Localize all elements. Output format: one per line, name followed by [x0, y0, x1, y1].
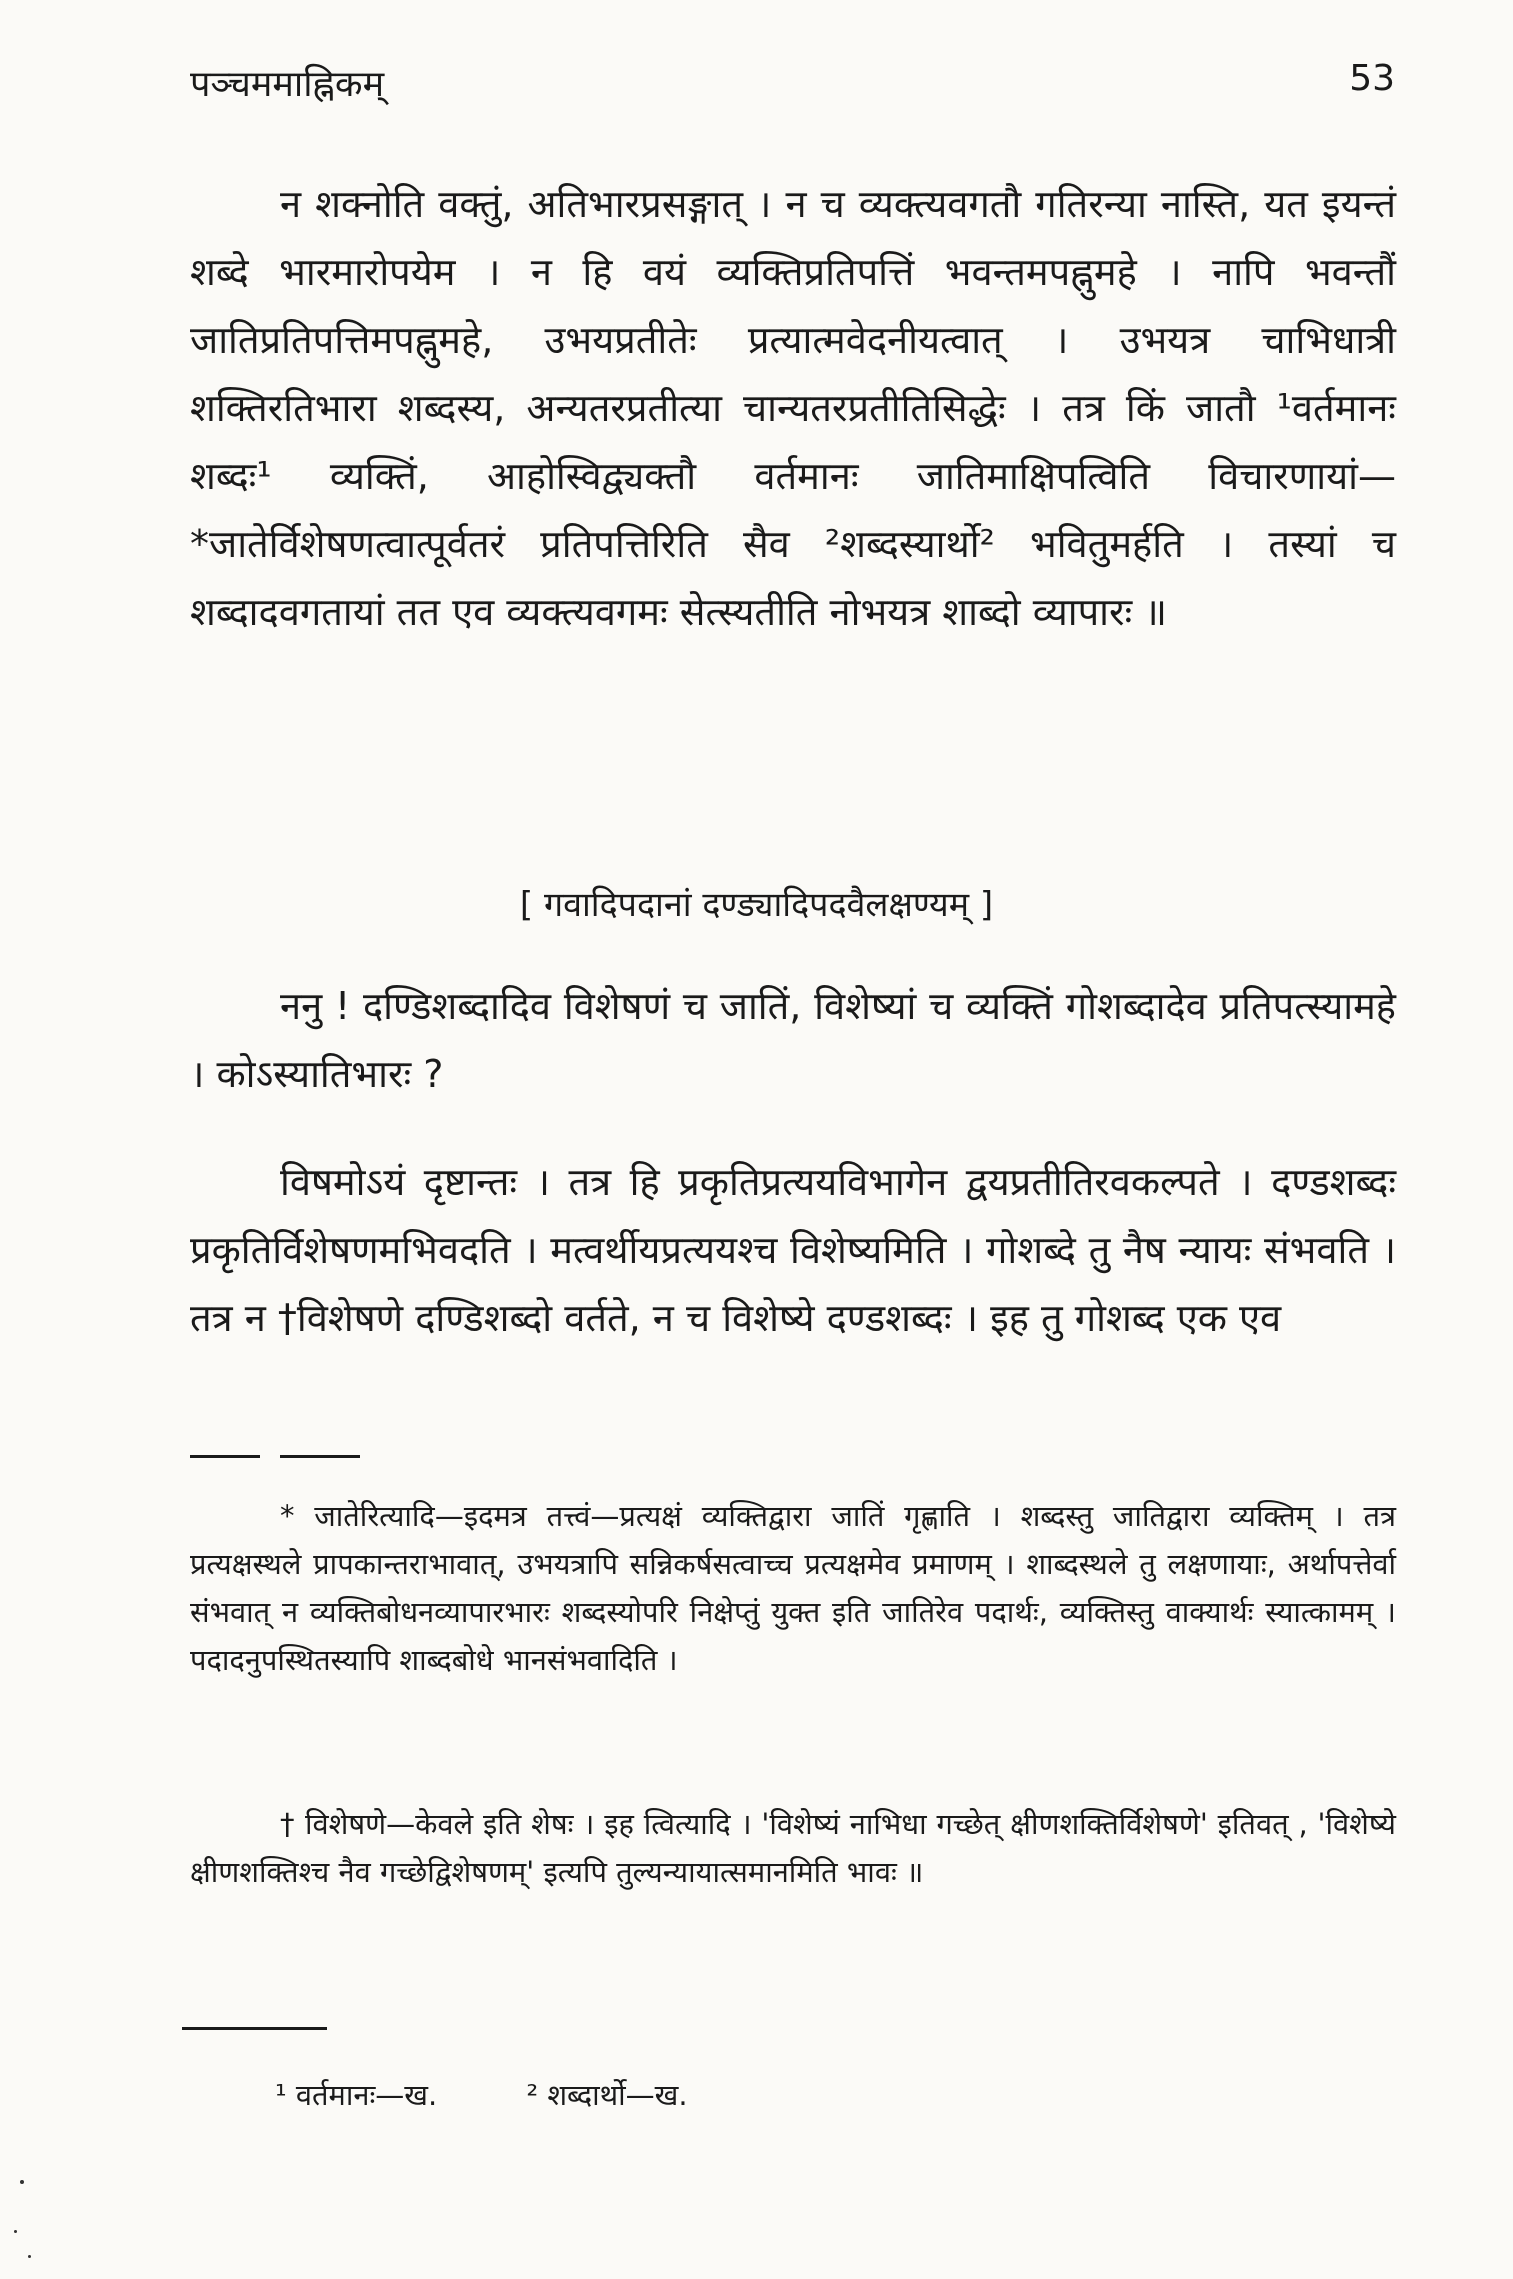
footnote-star: [190, 1492, 1396, 1684]
footnote-separator: [280, 1455, 360, 1458]
variant-reading-2: ² शब्दार्थो—ख.: [526, 2078, 688, 2112]
scan-speck: [28, 2255, 31, 2258]
variant-reading-1: ¹ वर्तमानः—ख.: [275, 2078, 438, 2112]
running-header-title: पञ्चममाह्निकम्: [190, 64, 385, 105]
section-heading: [ गवादिपदानां दण्ड्यादिपदवैलक्षण्यम् ]: [519, 885, 994, 925]
scan-speck: [14, 2230, 17, 2233]
footnote-separator: [190, 1455, 260, 1458]
footnote-dagger: [190, 1800, 1396, 1896]
paragraph-text: न शक्नोति वक्तुं, अतिभारप्रसङ्गात् । न च व्यक्त्यवगतौ गतिरन्या नास्ति, यत इयन्तं शब्दे भारमारोपयेम । न हि वयं व्यक्तिप्रतिपत्तिं भवन्तमपह्नुमहे । नापि भवन्तौं जातिप्रतिपत्तिमपह्नुमहे, उभयप्रतीतेः प्रत्यात्मवेदनीयत्वात् । उभयत्र चाभिधात्री शक्तिरतिभारा शब्दस्य, अन्यतरप्रतीत्या चान्यतरप्रतीतिसिद्धेः । तत्र किं जातौ ¹वर्तमानः शब्दः¹ व्यक्तिं, आहोस्विद्व्यक्तौ वर्तमानः जातिमाक्षिपत्विति विचारणायां—*जातेर्विशेषणत्वात्पूर्वतरं प्रतिपत्तिरिति सैव ²शब्दस्यार्थो² भवितुमर्हति । तस्यां च शब्दादवगतायां तत एव व्यक्त्यवगमः सेत्स्यतीति नोभयत्र शाब्दो व्यापारः ॥: [190, 182, 1396, 634]
footnote-text: † विशेषणे—केवले इति शेषः । इह त्वित्यादि । 'विशेष्यं नाभिधा गच्छेत् क्षीणशक्तिर्विशेषणे' इतिवत् , 'विशेष्ये क्षीणशक्तिश्च नैव गच्छेद्विशेषणम्' इत्यपि तुल्यन्यायात्समानमिति भावः ॥: [190, 1807, 1396, 1889]
scan-speck: [20, 2180, 24, 2184]
variant-separator: [182, 2027, 327, 2030]
paragraph-text: ननु ! दण्डिशब्दादिव विशेषणं च जातिं, विशेष्यां च व्यक्तिं गोशब्दादेव प्रतिपत्स्यामहे । कोऽस्यातिभारः ?: [190, 984, 1396, 1096]
page-number: 53: [1349, 58, 1395, 99]
variant-readings: [275, 2075, 768, 2114]
body-paragraph-1: [190, 170, 1396, 646]
body-paragraph-3: [190, 1148, 1396, 1352]
paragraph-text: विषमोऽयं दृष्टान्तः । तत्र हि प्रकृतिप्रत्ययविभागेन द्वयप्रतीतिरवकल्पते । दण्डशब्दः प्रकृतिर्विशेषणमभिवदति । मत्वर्थीयप्रत्ययश्च विशेष्यमिति । गोशब्दे तु नैष न्यायः संभवति । तत्र न †विशेषणे दण्डिशब्दो वर्तते, न च विशेष्ये दण्डशब्दः । इह तु गोशब्द एक एव: [190, 1160, 1396, 1340]
footnote-text: * जातेरित्यादि—इदमत्र तत्त्वं—प्रत्यक्षं व्यक्तिद्वारा जातिं गृह्णाति । शब्दस्तु जातिद्वारा व्यक्तिम् । तत्र प्रत्यक्षस्थले प्रापकान्तराभावात्, उभयत्रापि सन्निकर्षसत्वाच्च प्रत्यक्षमेव प्रमाणम् । शाब्दस्थले तु लक्षणायाः, अर्थापत्तेर्वा संभवात् न व्यक्तिबोधनव्यापारभारः शब्दस्योपरि निक्षेप्तुं युक्त इति जातिरेव पदार्थः, व्यक्तिस्तु वाक्यार्थः स्यात्कामम् । पदादनुपस्थितस्यापि शाब्दबोधे भानसंभवादिति ।: [190, 1499, 1396, 1677]
body-paragraph-2: [190, 972, 1396, 1108]
